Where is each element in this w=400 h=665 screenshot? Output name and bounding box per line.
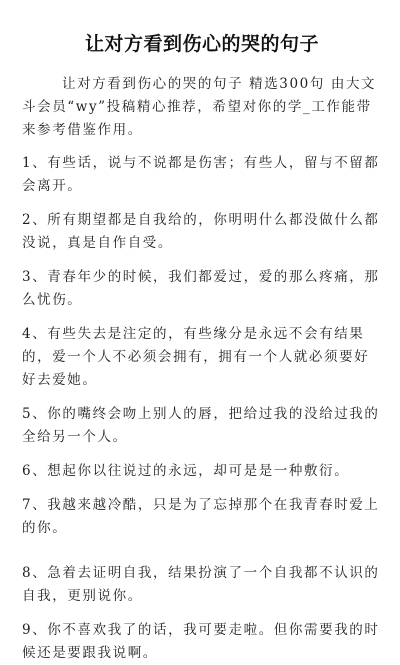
- intro-paragraph: 让对方看到伤心的哭的句子 精选300句 由大文斗会员“wy”投稿精心推荐，希望对你的学_工作能带来参考借鉴作用。: [22, 76, 377, 138]
- sentence-item-6: 6、想起你以往说过的永远，却可是是一种敷衍。: [22, 463, 350, 479]
- article-body: [22, 73, 382, 665]
- sentence-item-5: 5、你的嘴终会吻上别人的唇，把给过我的没给过我的全给另一个人。: [22, 406, 380, 445]
- sentence-item-4: 4、有些失去是注定的，有些缘分是永远不会有结果的，爱一个人不必须会拥有，拥有一个人就必须要好好去爱她。: [22, 326, 370, 388]
- sentence-item-7: 7、我越来越冷酷，只是为了忘掉那个在我青春时爱上的你。: [22, 497, 380, 536]
- sentence-item-9: 9、你不喜欢我了的话，我可要走啦。但你需要我的时候还是要跟我说啊。: [22, 622, 380, 661]
- page-title: 让对方看到伤心的哭的句子: [84, 33, 319, 55]
- sentence-item-3: 3、青春年少的时候，我们都爱过，爱的那么疼痛，那么忧伤。: [22, 269, 380, 308]
- sentence-item-8: 8、急着去证明自我，结果扮演了一个自我都不认识的自我，更别说你。: [22, 565, 380, 604]
- sentence-item-2: 2、所有期望都是自我给的，你明明什么都没做什么都没说，真是自作自受。: [22, 212, 380, 251]
- sentence-item-1: 1、有些话，说与不说都是伤害；有些人，留与不留都会离开。: [22, 155, 380, 194]
